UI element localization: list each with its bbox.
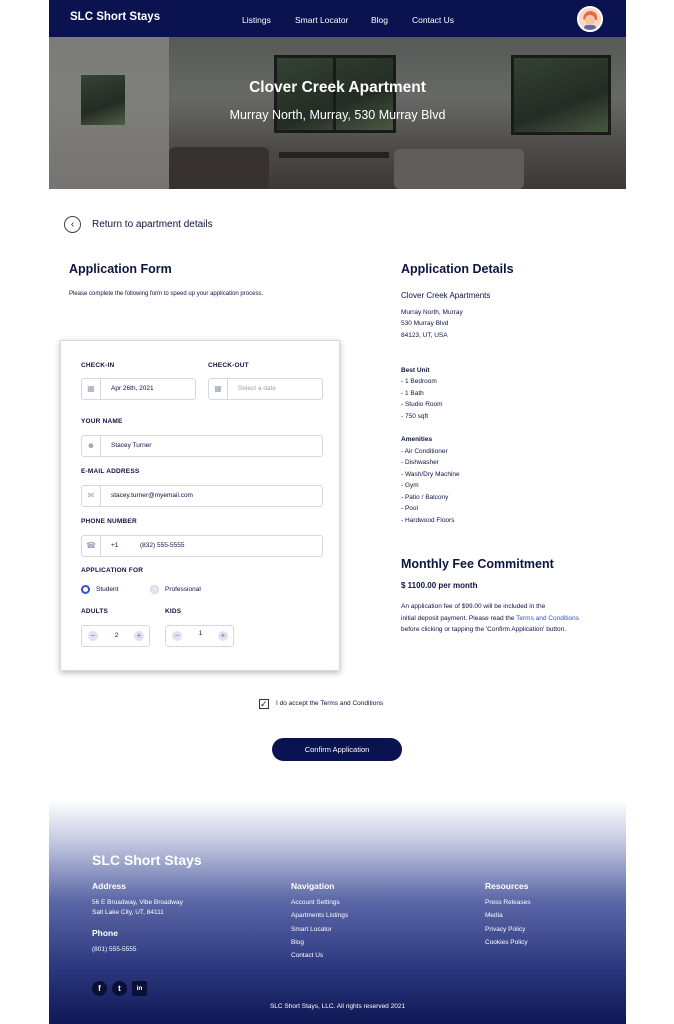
fee-note: An application fee of $99.00 will be included in the [401, 603, 546, 610]
list-item: - Air Conditioner [401, 448, 448, 455]
fee-heading: Monthly Fee Commitment [401, 557, 554, 571]
fee-note-text: initial deposit payment. Please read the [401, 615, 517, 622]
calendar-icon: ▦ [82, 379, 101, 399]
amenities-label: Amenities [401, 436, 433, 443]
radio-professional[interactable] [150, 585, 159, 594]
confirm-application-button[interactable]: Confirm Application [272, 738, 402, 761]
plus-icon[interactable]: + [134, 631, 144, 641]
form-intro: Please complete the following form to speed up your application process. [69, 291, 264, 297]
footer-link[interactable]: Press Releases [485, 899, 531, 906]
name-value: Stacey Turner [111, 442, 152, 449]
checkin-field[interactable] [81, 378, 196, 400]
list-item: - 1 Bedroom [401, 378, 437, 385]
radio-student-label: Student [96, 586, 119, 593]
address-line: 84123, UT, USA [401, 332, 448, 339]
footer-brand: SLC Short Stays [92, 852, 202, 868]
footer-phone-heading: Phone [92, 928, 118, 938]
radio-professional-label: Professional [165, 586, 201, 593]
calendar-icon: ▦ [209, 379, 228, 399]
footer-link[interactable]: Privacy Policy [485, 926, 526, 933]
footer-address-heading: Address [92, 881, 127, 891]
footer-address-line: 56 E Broadway, Vibe Broadway [92, 899, 183, 906]
list-item: - Wash/Dry Machine [401, 471, 460, 478]
terms-link[interactable]: Terms and Conditions [516, 615, 580, 622]
nav-contact-us[interactable]: Contact Us [412, 15, 455, 25]
email-label: E-MAIL ADDRESS [81, 468, 140, 475]
phone-field[interactable] [81, 535, 323, 557]
brand-logo[interactable]: SLC Short Stays [70, 11, 161, 23]
adults-value: 2 [114, 632, 119, 639]
accept-terms-checkbox[interactable]: ✓ [260, 699, 268, 709]
page [49, 0, 626, 1024]
phone-label: PHONE NUMBER [81, 518, 137, 525]
accept-terms-label: I do accept the Terms and Conditions [276, 700, 384, 707]
nav-blog[interactable]: Blog [371, 15, 389, 25]
address-line: Murray North, Murray [401, 309, 463, 316]
footer-navigation-heading: Navigation [291, 881, 335, 891]
fee-note: before clicking or tapping the 'Confirm Application' button. [401, 626, 567, 633]
footer-link[interactable]: Apartments Listings [291, 912, 349, 919]
list-item: - Hardwood Floors [401, 517, 455, 524]
kids-label: KIDS [165, 608, 182, 615]
footer-phone[interactable]: (801) 555-5555 [92, 946, 137, 953]
hero-subtitle: Murray North, Murray, 530 Murray Blvd [229, 108, 446, 122]
phone-icon: ☎ [82, 536, 101, 556]
name-label: YOUR NAME [81, 418, 123, 425]
chevron-left-icon: ‹ [70, 219, 75, 230]
kids-value: 1 [198, 630, 203, 637]
facebook-icon[interactable]: f [92, 981, 107, 996]
hero-title: Clover Creek Apartment [249, 79, 426, 96]
email-value: stacey.turner@myemail.com [111, 492, 193, 499]
footer-link[interactable]: Contact Us [291, 952, 324, 959]
footer-link[interactable]: Media [485, 912, 503, 919]
mail-icon: ✉ [82, 486, 101, 506]
list-item: - 1 Bath [401, 390, 424, 397]
nav-listings[interactable]: Listings [242, 15, 271, 25]
plus-icon[interactable]: + [218, 631, 228, 641]
checkout-placeholder: Select a date [238, 385, 276, 392]
email-field[interactable] [81, 485, 323, 507]
nav-smart-locator[interactable]: Smart Locator [295, 15, 349, 25]
list-item: - Pool [401, 505, 418, 512]
minus-icon[interactable]: − [88, 631, 98, 641]
adults-stepper [81, 625, 150, 647]
footer [49, 800, 626, 1024]
phone-country-code[interactable]: +1 [111, 542, 119, 549]
checkin-label: CHECK-IN [81, 362, 115, 369]
footer-address-line: Salt Lake City, UT, 84111 [92, 909, 164, 916]
details-heading: Application Details [401, 262, 514, 276]
radio-student[interactable] [81, 585, 90, 594]
form-heading: Application Form [69, 262, 172, 276]
copyright: SLC Short Stays, LLC. All rights reserved 2021 [269, 1003, 406, 1010]
kids-stepper [165, 625, 234, 647]
name-field[interactable] [81, 435, 323, 457]
best-unit-label: Best Unit [401, 367, 430, 374]
minus-icon[interactable]: − [172, 631, 182, 641]
checkin-value: Apr 26th, 2021 [111, 385, 154, 392]
phone-value: (832) 555-5555 [140, 542, 185, 549]
checkout-label: CHECK-OUT [208, 362, 249, 369]
footer-link[interactable]: Cookies Policy [485, 939, 528, 946]
fee-note [401, 613, 579, 625]
avatar[interactable] [577, 6, 603, 32]
top-navbar [49, 0, 626, 37]
address-line: 530 Murray Blvd [401, 320, 449, 327]
twitter-icon[interactable]: t [112, 981, 127, 996]
back-link[interactable]: Return to apartment details [92, 219, 213, 230]
list-item: - Gym [401, 482, 419, 489]
linkedin-icon[interactable]: in [132, 981, 147, 996]
footer-link[interactable]: Account Settings [291, 899, 340, 906]
application-for-label: APPLICATION FOR [81, 567, 144, 574]
list-item: - 750 sqft [401, 413, 429, 420]
fee-amount: $ 1100.00 per month [401, 581, 478, 590]
apartment-name: Clover Creek Apartments [401, 291, 491, 300]
back-button[interactable] [64, 216, 81, 233]
list-item: - Dishwasher [401, 459, 439, 466]
footer-link[interactable]: Blog [291, 939, 305, 946]
application-form-card [60, 340, 340, 671]
user-icon: ☻ [82, 436, 101, 456]
adults-label: ADULTS [81, 608, 109, 615]
list-item: - Patio / Balcony [401, 494, 449, 501]
checkout-field[interactable] [208, 378, 323, 400]
footer-link[interactable]: Smart Locator [291, 926, 332, 933]
footer-resources-heading: Resources [485, 881, 529, 891]
hero-banner [49, 37, 626, 189]
list-item: - Studio Room [401, 401, 443, 408]
